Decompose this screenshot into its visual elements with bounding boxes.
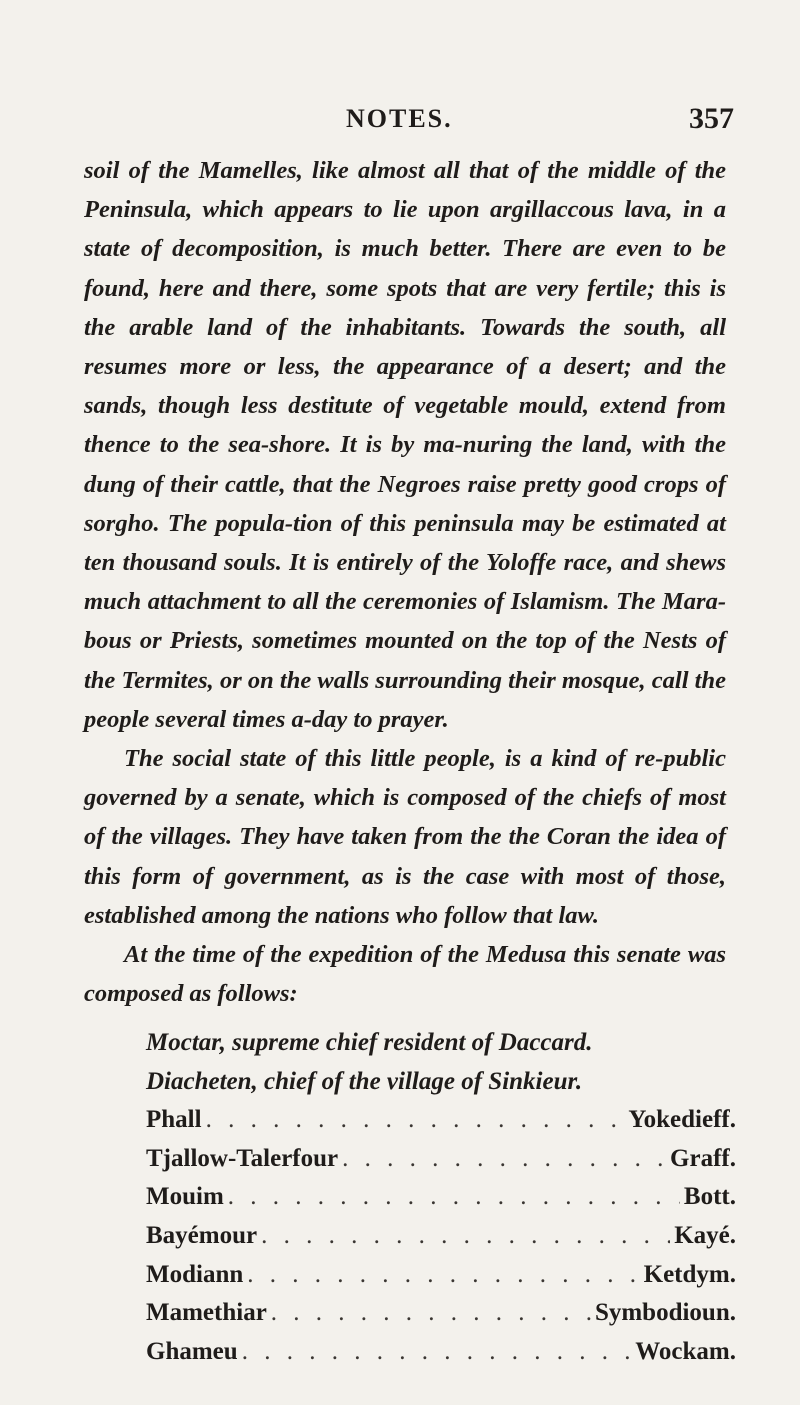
member-village: Bott. (683, 1183, 736, 1211)
member-name: Mamethiar (146, 1299, 267, 1327)
senate-member-row (146, 1333, 736, 1372)
senate-member-row (146, 1101, 736, 1140)
member-village: Wockam. (635, 1337, 736, 1365)
senate-list (146, 1024, 746, 1371)
senate-member-row (146, 1217, 736, 1256)
senate-member-row (146, 1294, 736, 1333)
member-name: Phall (146, 1106, 202, 1134)
senate-village-chief-line: Diacheten, chief of the village of Sinkieur. (146, 1067, 583, 1095)
running-head-title: NOTES. (346, 104, 453, 133)
leader-dots (247, 1256, 639, 1295)
member-name: Ghameu (146, 1337, 238, 1365)
member-name: Mouim (146, 1183, 224, 1211)
leader-dots (228, 1178, 680, 1217)
senate-member-row (146, 1140, 736, 1179)
leader-dots (242, 1333, 632, 1372)
body-text (84, 151, 726, 1013)
paragraph-social-state: The social state of this little people, is a kind of re-public governed by a senate, which is composed of the chiefs of most of the villages. They have taken from the the Coran the idea of this form of government, as is the case with most of those, established among the nations who follow that law. (84, 745, 726, 929)
leader-dots (271, 1294, 591, 1333)
member-name: Bayémour (146, 1221, 258, 1249)
running-head (0, 104, 800, 144)
member-village: Yokedieff. (628, 1106, 736, 1134)
leader-dots (261, 1217, 670, 1256)
member-village: Ketdym. (643, 1260, 736, 1288)
member-village: Symbodioun. (594, 1299, 736, 1327)
member-name: Tjallow-Talerfour (146, 1144, 339, 1172)
senate-member-row (146, 1256, 736, 1295)
member-name: Modiann (146, 1260, 244, 1288)
paragraph-senate-intro: At the time of the expedition of the Medusa this senate was composed as follows: (84, 941, 726, 1008)
paragraph-peninsula-soil: soil of the Mamelles, like almost all that of the middle of the Peninsula, which appears to lie upon argillaccous lava, in a state of decomposition, is much better. There are even to be found, here and there, some spots that are very fertile; this is the arable land of the inhabitants. Towards the south, all resumes more or less, the appearance of a desert; and the sands, though less destitute of vegetable mould, extend from thence to the sea-shore. It is by ma-nuring the land, with the dung of their cattle, that the Negroes raise pretty good crops of sorgho. The popula-tion of this peninsula may be estimated at ten thousand souls. It is entirely of the Yoloffe race, and shews much attachment to all the ceremonies of Islamism. The Mara-bous or Priests, sometimes mounted on the top of the Nests of the Termites, or on the walls surrounding their mosque, call the people several times a-day to prayer. (84, 157, 726, 733)
senate-chief-line: Moctar, supreme chief resident of Daccard. (146, 1029, 593, 1056)
senate-member-row (146, 1178, 736, 1217)
member-village: Kayé. (674, 1221, 736, 1249)
page-number: 357 (689, 102, 734, 135)
leader-dots (342, 1140, 666, 1179)
leader-dots (206, 1101, 625, 1140)
member-village: Graff. (670, 1144, 736, 1172)
